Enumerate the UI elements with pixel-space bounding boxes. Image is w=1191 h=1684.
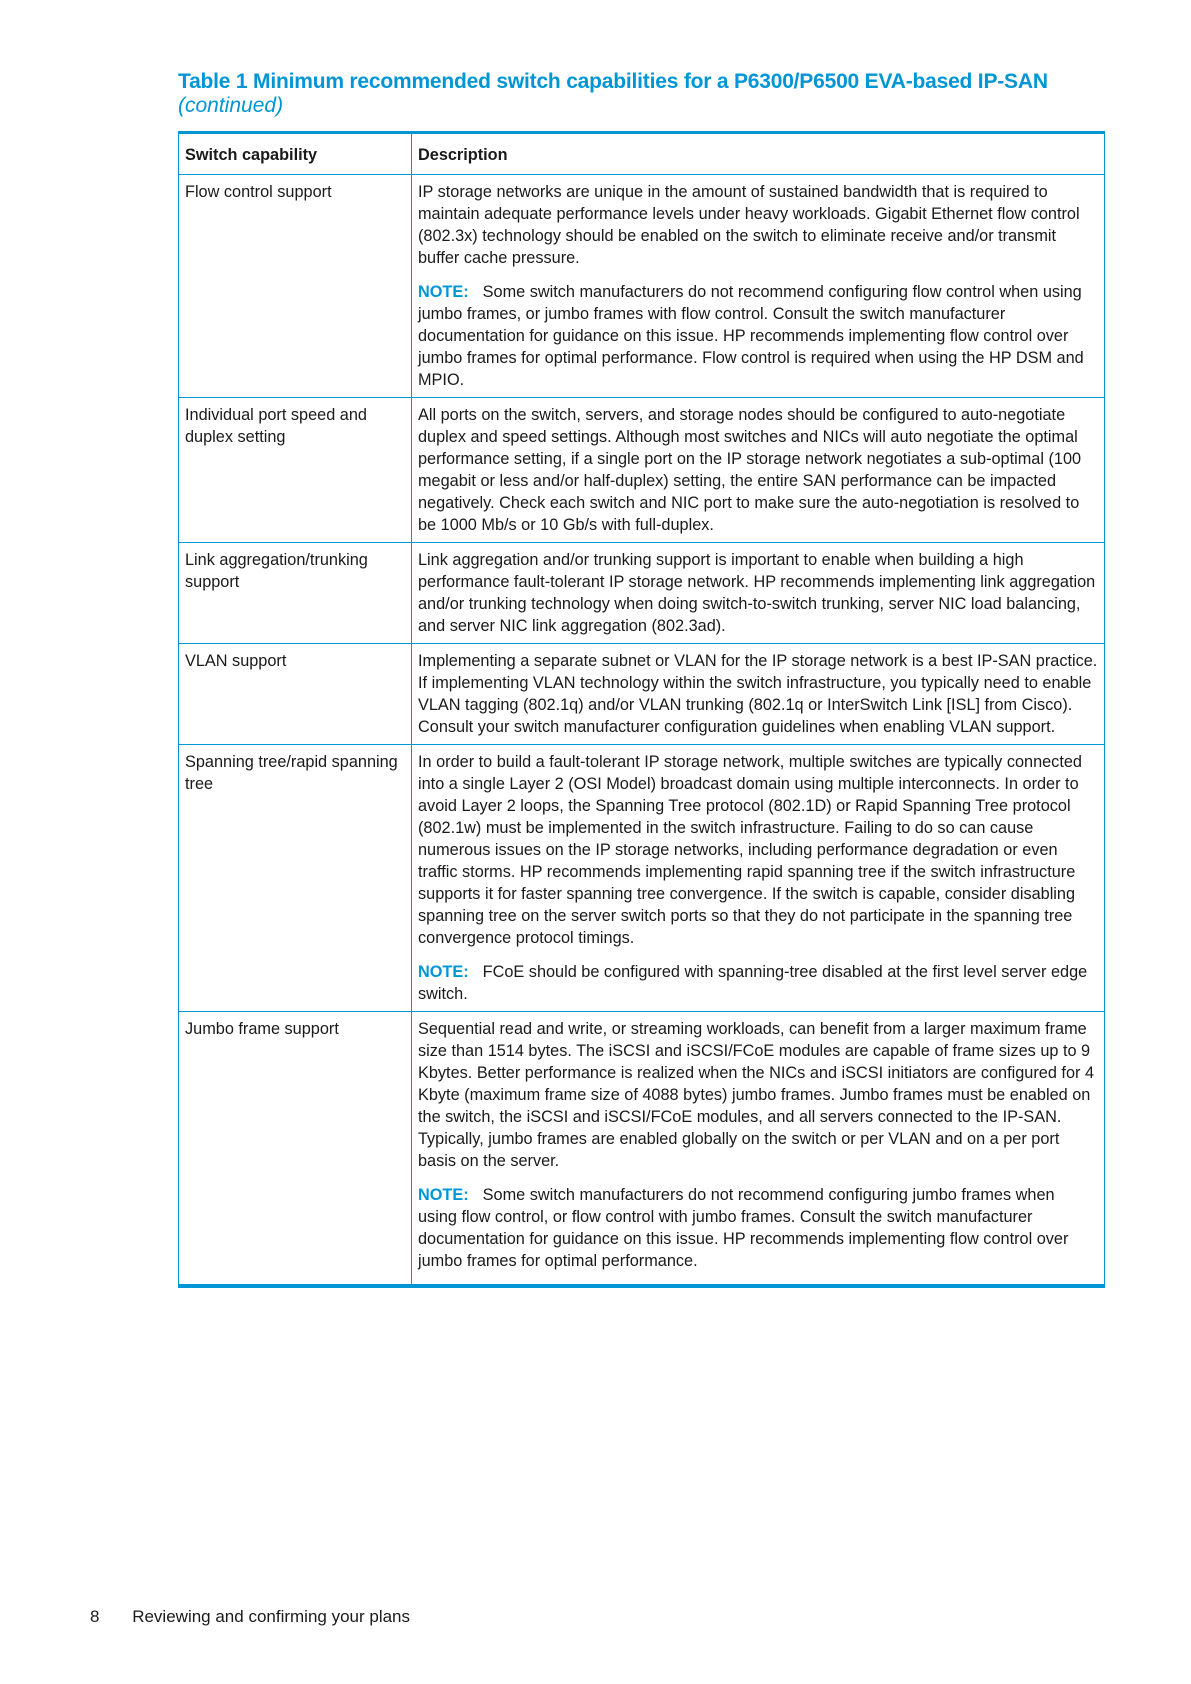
note-text: Some switch manufacturers do not recommend configuring flow control when using jumbo frames, or jumbo frames with flow control. Consult the switch manufacturer documentation for guidance on this issue. HP recommends implementing flow control over jumbo frames for optimal performance. Flow control is required when using the HP DSM and MPIO. (418, 283, 1084, 389)
table-row (179, 175, 1105, 398)
table-row (179, 398, 1105, 543)
table-row (179, 1012, 1105, 1287)
description-text: Sequential read and write, or streaming workloads, can benefit from a larger maximum frame size than 1514 bytes. The iSCSI and iSCSI/FCoE modules are capable of frame sizes up to 9 Kbytes. Better performance is realized when the NICs and iSCSI initiators are configured for 4 Kbyte (maximum frame size of 4088 bytes) jumbo frames. Jumbo frames must be enabled on the switch, the iSCSI and iSCSI/FCoE modules, and all servers connected to the IP-SAN. Typically, jumbo frames are enabled globally on the switch or per VLAN and on a per port basis on the server. (418, 1020, 1094, 1170)
note (418, 961, 1098, 1005)
footer-section-title: Reviewing and confirming your plans (132, 1607, 411, 1626)
note-text: FCoE should be configured with spanning-tree disabled at the first level server edge switch. (418, 963, 1088, 1003)
description-cell (412, 175, 1105, 398)
capability-cell: Link aggregation/trunking support (179, 543, 412, 644)
description-cell (412, 644, 1105, 745)
note (418, 281, 1098, 391)
note-label: NOTE: (418, 963, 469, 981)
page-footer (90, 1607, 410, 1627)
description-cell (412, 1012, 1105, 1287)
description-text: Implementing a separate subnet or VLAN for the IP storage network is a best IP-SAN practice. If implementing VLAN technology within the switch infrastructure, you typically need to enable VLAN tagging (802.1q) and/or VLAN trunking (802.1q or InterSwitch Link [ISL] from Cisco). Consult your switch manufacturer configuration guidelines when enabling VLAN support. (418, 652, 1098, 736)
capability-cell: Jumbo frame support (179, 1012, 412, 1287)
table-row (179, 644, 1105, 745)
description-text: All ports on the switch, servers, and storage nodes should be configured to auto-negotiate duplex and speed settings. Although most switches and NICs will auto negotiate the optimal performance setting, if a single port on the IP storage network negotiates a sub-optimal (100 megabit or less and/or half-duplex) setting, the entire SAN performance can be impacted negatively. Check each switch and NIC port to make sure the auto-negotiation is resolved to be 1000 Mb/s or 10 Gb/s with full-duplex. (418, 406, 1082, 534)
note-label: NOTE: (418, 1186, 469, 1204)
description-text: Link aggregation and/or trunking support is important to enable when building a high performance fault-tolerant IP storage network. HP recommends implementing link aggregation and/or trunking technology when doing switch-to-switch trunking, server NIC load balancing, and server NIC link aggregation (802.3ad). (418, 551, 1096, 635)
header-switch-capability: Switch capability (179, 133, 412, 175)
description-cell (412, 398, 1105, 543)
table-title: Table 1 Minimum recommended switch capabilities for a P6300/P6500 EVA-based IP-SAN (178, 70, 1048, 93)
capability-cell: Individual port speed and duplex setting (179, 398, 412, 543)
table-header-row (179, 133, 1105, 175)
note-text: Some switch manufacturers do not recommend configuring jumbo frames when using flow control, or flow control with jumbo frames. Consult the switch manufacturer documentation for guidance on this issue. HP recommends implementing flow control over jumbo frames for optimal performance. (418, 1186, 1069, 1270)
table-row (179, 745, 1105, 1012)
description-cell (412, 745, 1105, 1012)
switch-capabilities-table (178, 131, 1105, 1288)
note-label: NOTE: (418, 283, 469, 301)
description-cell (412, 543, 1105, 644)
description-text: IP storage networks are unique in the amount of sustained bandwidth that is required to maintain adequate performance levels under heavy workloads. Gigabit Ethernet flow control (802.3x) technology should be enabled on the switch to eliminate receive and/or transmit buffer cache pressure. (418, 183, 1080, 267)
note (418, 1184, 1098, 1272)
capability-cell: Spanning tree/rapid spanning tree (179, 745, 412, 1012)
page-number: 8 (90, 1607, 100, 1626)
description-text: In order to build a fault-tolerant IP storage network, multiple switches are typically connected into a single Layer 2 (OSI Model) broadcast domain using multiple interconnects. In order to avoid Layer 2 loops, the Spanning Tree protocol (802.1D) or Rapid Spanning Tree protocol (802.1w) must be implemented in the switch infrastructure. Failing to do so can cause numerous issues on the IP storage networks, including performance degradation or even traffic storms. HP recommends implementing rapid spanning tree if the switch infrastructure supports it for faster spanning tree convergence. If the switch is capable, consider disabling spanning tree on the server switch ports so that they do not participate in the spanning tree convergence protocol timings. (418, 753, 1082, 947)
table-continued-label: (continued) (178, 94, 284, 117)
table-row (179, 543, 1105, 644)
header-description: Description (412, 133, 1105, 175)
table-caption (178, 70, 1108, 117)
capability-cell: Flow control support (179, 175, 412, 398)
capability-cell: VLAN support (179, 644, 412, 745)
